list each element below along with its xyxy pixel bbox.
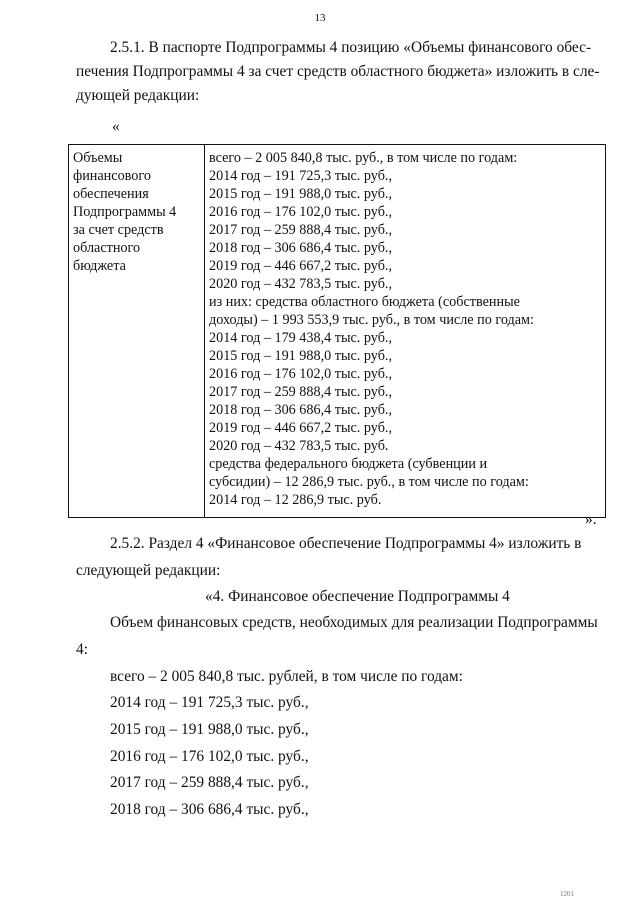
value-line: доходы) – 1 993 553,9 тыс. руб., в том числе по годам:	[209, 312, 534, 328]
section-4-year-line: 2015 год – 191 988,0 тыс. руб.,	[110, 721, 309, 738]
value-line: 2020 год – 432 783,5 тыс. руб.,	[209, 276, 393, 292]
quote-close-mark: ».	[585, 511, 597, 528]
section-2-5-1-line-3: дующей редакции:	[76, 87, 200, 104]
section-2-5-1-line-1: 2.5.1. В паспорте Подпрограммы 4 позицию «Объемы финансового обес-	[110, 39, 592, 56]
label-line: за счет средств	[73, 222, 164, 238]
value-line: 2017 год – 259 888,4 тыс. руб.,	[209, 384, 393, 400]
page-number: 13	[314, 12, 326, 24]
label-line: бюджета	[73, 258, 126, 274]
value-line: 2014 год – 12 286,9 тыс. руб.	[209, 492, 382, 508]
section-4-year-line: 2018 год – 306 686,4 тыс. руб.,	[110, 801, 309, 818]
passport-row	[69, 145, 606, 518]
section-2-5-1-line-2: печения Подпрограммы 4 за счет средств областного бюджета» изложить в сле-	[76, 63, 600, 80]
value-line: 2016 год – 176 102,0 тыс. руб.,	[209, 204, 393, 220]
section-2-5-2-line-1: 2.5.2. Раздел 4 «Финансовое обеспечение Подпрограммы 4» изложить в	[110, 535, 582, 552]
value-line: 2020 год – 432 783,5 тыс. руб.	[209, 438, 389, 454]
value-line: субсидии) – 12 286,9 тыс. руб., в том числе по годам:	[209, 474, 529, 490]
value-line: 2014 год – 179 438,4 тыс. руб.,	[209, 330, 393, 346]
section-4-total: всего – 2 005 840,8 тыс. рублей, в том числе по годам:	[110, 668, 463, 685]
value-line: 2016 год – 176 102,0 тыс. руб.,	[209, 366, 393, 382]
section-4-heading: «4. Финансовое обеспечение Подпрограммы 4	[205, 588, 510, 605]
section-4-year-line: 2014 год – 191 725,3 тыс. руб.,	[110, 694, 309, 711]
passport-label-cell	[69, 145, 205, 518]
passport-value-cell	[205, 145, 606, 518]
value-line: 2019 год – 446 667,2 тыс. руб.,	[209, 258, 393, 274]
value-line: 2018 год – 306 686,4 тыс. руб.,	[209, 240, 393, 256]
value-line: 2017 год – 259 888,4 тыс. руб.,	[209, 222, 393, 238]
section-4-year-line: 2017 год – 259 888,4 тыс. руб.,	[110, 774, 309, 791]
label-line: Объемы	[73, 150, 123, 166]
section-4-intro-line-2: 4:	[76, 641, 88, 658]
value-line: всего – 2 005 840,8 тыс. руб., в том числе по годам:	[209, 150, 518, 166]
quote-open-mark: «	[112, 118, 120, 135]
value-line: 2019 год – 446 667,2 тыс. руб.,	[209, 420, 393, 436]
value-line: средства федерального бюджета (субвенции и	[209, 456, 488, 472]
value-line: 2015 год – 191 988,0 тыс. руб.,	[209, 348, 393, 364]
value-line: 2015 год – 191 988,0 тыс. руб.,	[209, 186, 393, 202]
section-4-intro-line-1: Объем финансовых средств, необходимых для реализации Подпрограммы	[110, 614, 598, 631]
label-line: финансового	[73, 168, 151, 184]
label-line: обеспечения	[73, 186, 149, 202]
label-line: областного	[73, 240, 141, 256]
passport-table	[68, 144, 606, 518]
value-line: 2018 год – 306 686,4 тыс. руб.,	[209, 402, 393, 418]
section-2-5-2-line-2: следующей редакции:	[76, 562, 221, 579]
section-4-year-line: 2016 год – 176 102,0 тыс. руб.,	[110, 748, 309, 765]
value-line: из них: средства областного бюджета (собственные	[209, 294, 520, 310]
value-line: 2014 год – 191 725,3 тыс. руб.,	[209, 168, 393, 184]
label-line: Подпрограммы 4	[73, 204, 177, 220]
footer-mark: 1201	[560, 890, 574, 898]
